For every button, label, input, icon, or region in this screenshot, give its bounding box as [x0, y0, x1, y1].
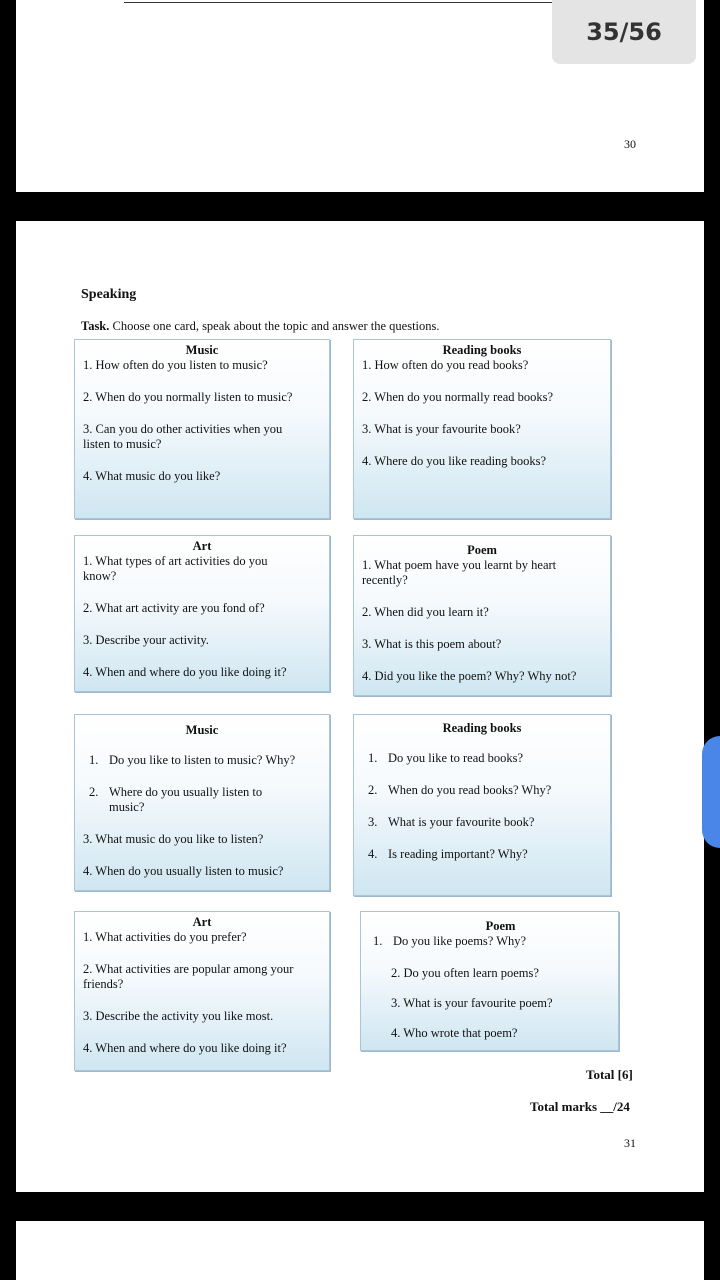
question-text: Where do you usually listen to music?	[109, 785, 263, 814]
card-title: Reading books	[442, 343, 522, 357]
question-text: Do you like to read books?	[388, 751, 524, 765]
question-text: What is your favourite book?	[388, 815, 535, 829]
task-text: Choose one card, speak about the topic and answer the questions.	[112, 319, 440, 333]
question	[83, 753, 321, 768]
question-text: When do you read books? Why?	[388, 783, 552, 797]
card-reading-2	[353, 714, 611, 896]
question: 4. When do you usually listen to music?	[83, 864, 284, 878]
card-title: Reading books	[442, 721, 522, 735]
question: 4. When and where do you like doing it?	[83, 1041, 287, 1055]
question-number: 3.	[368, 815, 378, 829]
question-text: Is reading important? Why?	[388, 847, 528, 861]
question: 1. What types of art activities do you know?	[83, 554, 268, 583]
question	[362, 783, 602, 798]
question-number: 1.	[89, 753, 99, 767]
question	[83, 785, 299, 815]
question-number: 1.	[368, 751, 378, 765]
question-number: 4.	[368, 847, 378, 861]
card-music-2	[74, 714, 330, 891]
question-number: 2.	[368, 783, 378, 797]
card-title: Art	[192, 539, 212, 553]
question: 4. Who wrote that poem?	[391, 1026, 518, 1040]
card-art-2	[74, 911, 330, 1071]
question	[362, 751, 602, 766]
question: 2. When did you learn it?	[362, 605, 489, 619]
page-number: 30	[624, 137, 636, 151]
question: 1. What poem have you learnt by heart recently?	[362, 558, 557, 587]
card-music-1	[74, 339, 330, 519]
question-number: 1.	[373, 934, 383, 948]
question-text: Do you like to listen to music? Why?	[109, 753, 296, 767]
question: 1. What activities do you prefer?	[83, 930, 247, 944]
question: 2. When do you normally read books?	[362, 390, 554, 404]
section-heading: Speaking	[81, 287, 137, 302]
task-label: Task.	[81, 319, 110, 333]
card-title: Music	[185, 723, 219, 737]
question	[362, 847, 602, 862]
page-number: 31	[624, 1136, 636, 1150]
question	[362, 815, 602, 830]
card-poem-1	[353, 535, 611, 696]
card-title: Poem	[485, 919, 516, 933]
header-rule	[124, 2, 594, 3]
question: 2. Do you often learn poems?	[391, 966, 539, 980]
scroll-handle[interactable]	[702, 736, 720, 848]
question: 2. What activities are popular among your friends?	[83, 962, 294, 991]
question: 4. Did you like the poem? Why? Why not?	[362, 669, 577, 683]
card-title: Music	[185, 343, 219, 357]
question: 4. Where do you like reading books?	[362, 454, 547, 468]
question: 3. Can you do other activities when you listen to music?	[83, 422, 283, 451]
question	[367, 934, 610, 949]
card-reading-1	[353, 339, 611, 519]
question-number: 2.	[89, 785, 99, 799]
question: 3. Describe your activity.	[83, 633, 209, 647]
question: 3. What is your favourite poem?	[391, 996, 553, 1010]
total-marks: Total marks __/24	[530, 1099, 630, 1114]
question: 1. How often do you listen to music?	[83, 358, 268, 372]
section-total: Total [6]	[586, 1067, 633, 1082]
page-counter: 35/56	[552, 0, 696, 64]
card-title: Art	[192, 915, 212, 929]
task-instruction	[81, 319, 440, 334]
question: 3. What is this poem about?	[362, 637, 502, 651]
next-page	[16, 1221, 704, 1280]
question: 4. What music do you like?	[83, 469, 221, 483]
question: 1. How often do you read books?	[362, 358, 529, 372]
page-31	[16, 221, 704, 1192]
question: 3. What is your favourite book?	[362, 422, 521, 436]
question: 2. When do you normally listen to music?	[83, 390, 293, 404]
card-title: Poem	[467, 543, 497, 557]
question-text: Do you like poems? Why?	[393, 934, 527, 948]
question: 3. What music do you like to listen?	[83, 832, 264, 846]
question: 2. What art activity are you fond of?	[83, 601, 265, 615]
question: 4. When and where do you like doing it?	[83, 665, 287, 679]
question: 3. Describe the activity you like most.	[83, 1009, 274, 1023]
card-art-1	[74, 535, 330, 692]
card-poem-2	[360, 911, 619, 1051]
